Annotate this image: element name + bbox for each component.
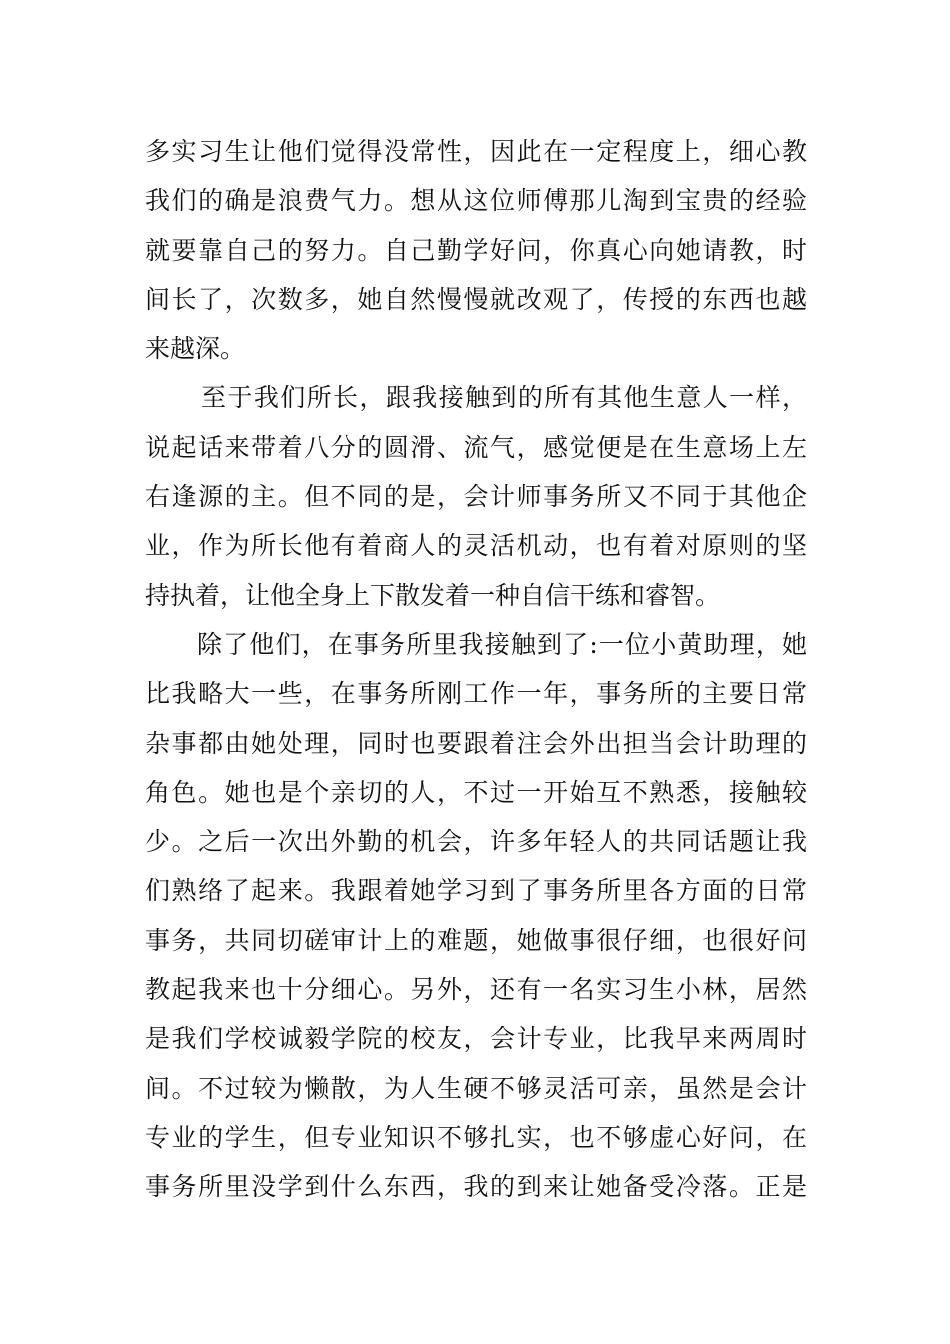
text-line: 持执着，让他全身上下散发着一种自信干练和睿智。 bbox=[145, 580, 721, 610]
text-line: 杂事都由她处理，同时也要跟着注会外出担当会计助理的 bbox=[145, 728, 807, 758]
text-line: 们熟络了起来。我跟着她学习到了事务所里各方面的日常 bbox=[145, 876, 807, 906]
text-line: 就要靠自己的努力。自己勤学好问，你真心向她请教，时 bbox=[145, 235, 807, 265]
text-line: 说起话来带着八分的圆滑、流气，感觉便是在生意场上左 bbox=[145, 432, 807, 462]
text-line: 教起我来也十分细心。另外，还有一名实习生小林，居然 bbox=[145, 975, 807, 1005]
paragraph-2 bbox=[145, 373, 807, 619]
text-line: 来越深。 bbox=[145, 334, 246, 364]
text-line: 事务所里没学到什么东西，我的到来让她备受冷落。正是 bbox=[145, 1172, 807, 1202]
document-body bbox=[145, 127, 807, 1212]
text-line: 业，作为所长他有着商人的灵活机动，也有着对原则的坚 bbox=[145, 531, 807, 561]
text-line: 专业的学生，但专业知识不够扎实，也不够虚心好问，在 bbox=[145, 1122, 807, 1152]
text-line: 是我们学校诚毅学院的校友，会计专业，比我早来两周时 bbox=[145, 1024, 807, 1054]
text-line: 少。之后一次出外勤的机会，许多年轻人的共同话题让我 bbox=[145, 827, 807, 857]
text-line: 间。不过较为懒散，为人生硬不够灵活可亲，虽然是会计 bbox=[145, 1073, 807, 1103]
text-line: 间长了，次数多，她自然慢慢就改观了，传授的东西也越 bbox=[145, 284, 807, 314]
text-line: 除了他们，在事务所里我接触到了:一位小黄助理，她 bbox=[197, 629, 807, 659]
text-line: 事务，共同切磋审计上的难题，她做事很仔细，也很好问 bbox=[145, 925, 807, 955]
text-line: 至于我们所长，跟我接触到的所有其他生意人一样， bbox=[201, 383, 807, 413]
text-line: 我们的确是浪费气力。想从这位师傅那儿淘到宝贵的经验 bbox=[145, 186, 807, 216]
paragraph-1 bbox=[145, 127, 807, 373]
text-line: 右逢源的主。但不同的是，会计师事务所又不同于其他企 bbox=[145, 482, 807, 512]
text-line: 比我略大一些，在事务所刚工作一年，事务所的主要日常 bbox=[145, 679, 807, 709]
text-line: 多实习生让他们觉得没常性，因此在一定程度上，细心教 bbox=[145, 137, 807, 166]
paragraph-3 bbox=[145, 620, 807, 1212]
text-line: 角色。她也是个亲切的人，不过一开始互不熟悉，接触较 bbox=[145, 777, 807, 807]
